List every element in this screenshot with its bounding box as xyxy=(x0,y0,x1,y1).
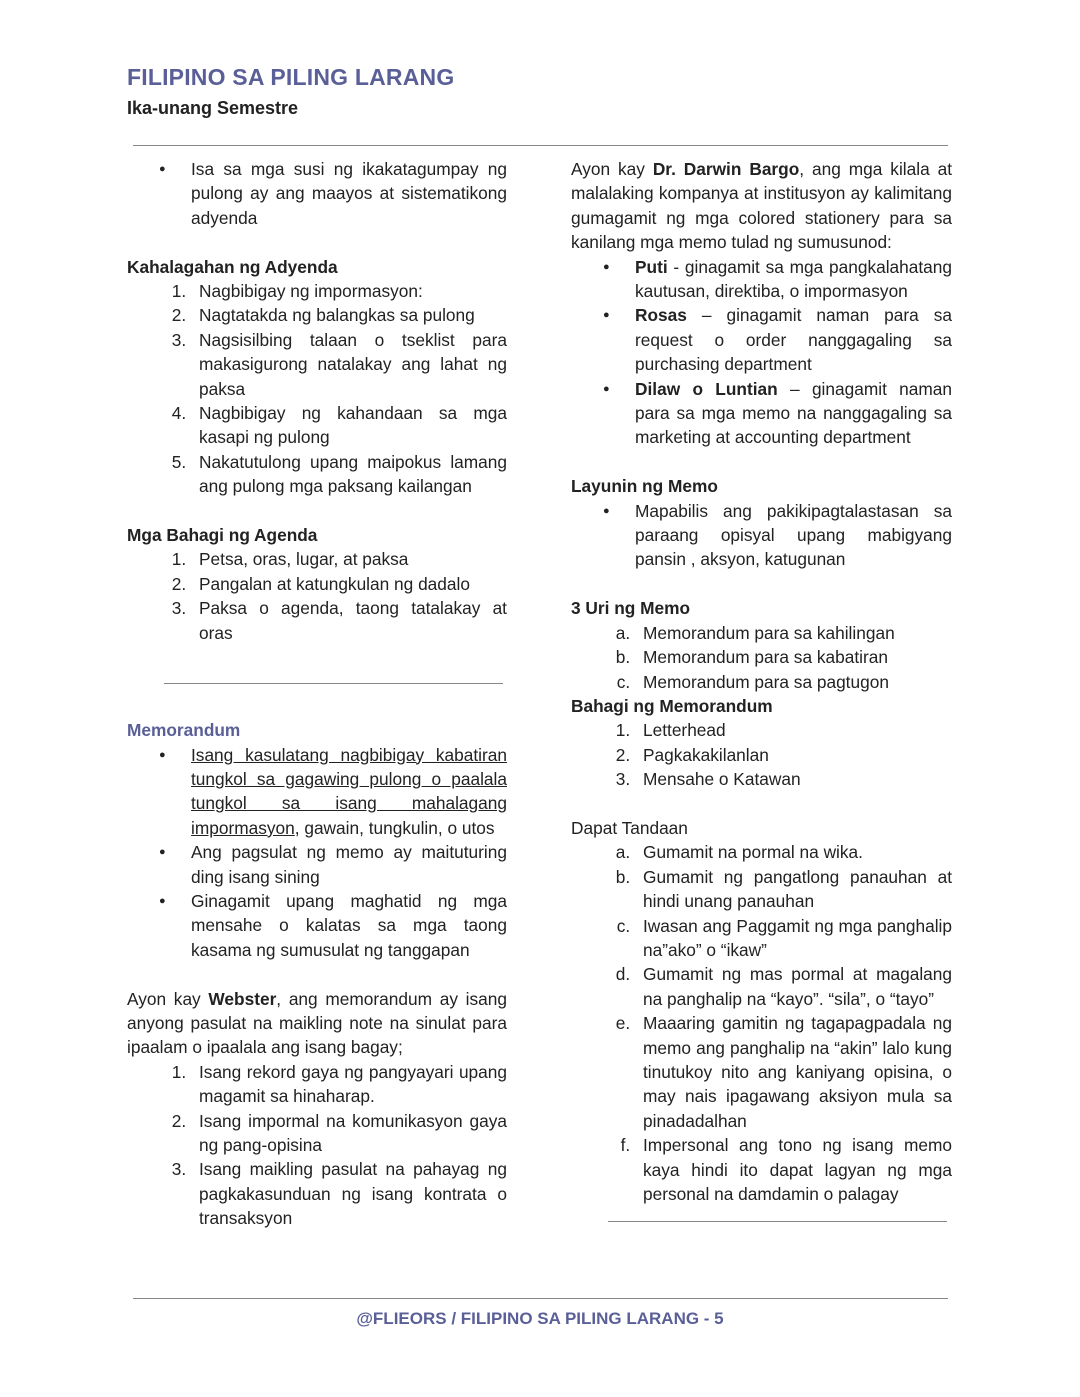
list-item: 3. Isang maikling pasulat na pahayag ng pagkakasunduan ng isang kontrata o transaksyon xyxy=(191,1157,507,1230)
section-heading-layunin: Layunin ng Memo xyxy=(571,476,718,497)
section-heading-memorandum: Memorandum xyxy=(127,720,241,741)
list-item: b. Memorandum para sa kabatiran xyxy=(635,645,952,669)
list-item: d. Gumamit ng mas pormal at magalang na panghalip na “kayo”. “sila”, o “tayo” xyxy=(635,962,952,1011)
section-heading-kahalagahan: Kahalagahan ng Adyenda xyxy=(127,256,338,277)
list-item: 1. Letterhead xyxy=(635,718,952,742)
list-item: b. Gumamit ng pangatlong panauhan at hindi unang panauhan xyxy=(635,865,952,914)
list-item: 5. Nakatutulong upang maipokus lamang ang pulong mga paksang kailangan xyxy=(191,450,507,499)
list-item: a. Memorandum para sa kahilingan xyxy=(635,621,952,645)
list-item: ● Mapabilis ang pakikipagtalastasan sa paraang opisyal upang mabigyang pansin , aksyon, katugunan xyxy=(635,499,952,572)
list-item: 2. Pagkakakilanlan xyxy=(635,743,952,767)
list-item: ● Isa sa mga susi ng ikakatagumpay ng pulong ay ang maayos at sistematikong adyenda xyxy=(191,157,507,230)
page-subtitle: Ika-unang Semestre xyxy=(127,98,299,118)
webster-paragraph: Ayon kay Webster, ang memorandum ay isang anyong pasulat na maikling note na sinulat para ipaalam o ipaalala ang isang bagay; xyxy=(127,988,507,1058)
list-item: 2. Nagtatakda ng balangkas sa pulong xyxy=(191,303,507,327)
bahagi-memo-list xyxy=(571,718,952,791)
colored-stationery-list xyxy=(571,255,952,450)
underlined-definition: Isang kasulatang nagbibigay kabatiran tungkol sa gagawing pulong o paalala tungkol sa isang mahalagang impormasyon xyxy=(191,744,507,838)
layunin-list xyxy=(571,499,952,572)
uri-list xyxy=(571,621,952,694)
section-heading-bahagi-memo: Bahagi ng Memorandum xyxy=(571,695,773,716)
list-item: c. Memorandum para sa pagtugon xyxy=(635,670,952,694)
list-item: ● Ang pagsulat ng memo ay maituturing ding isang sining xyxy=(191,840,507,889)
definition-rest: , gawain, tungkulin, o utos xyxy=(294,817,495,838)
list-item: f. Impersonal ang tono ng isang memo kaya hindi ito dapat lagyan ng mga personal na damdamin o palagay xyxy=(635,1133,952,1206)
list-item: 2. Isang impormal na komunikasyon gaya ng pang-opisina xyxy=(191,1109,507,1158)
section-divider xyxy=(608,1221,947,1222)
list-item: e. Maaaring gamitin ng tagapagpadala ng memo ang panghalip na “akin” lalo kung tinutukoy nito ang kaniyang opisina, o may nais ipagawang aksiyon mula sa pinadadalhan xyxy=(635,1011,952,1133)
list-item: ● Dilaw o Luntian – ginagamit naman para sa mga memo na nanggagaling sa marketing at accounting department xyxy=(635,377,952,450)
tandaan-list xyxy=(571,840,952,1206)
kahalagahan-list xyxy=(127,279,507,499)
section-heading-tandaan: Dapat Tandaan xyxy=(571,817,688,838)
list-item: 4. Nagbibigay ng kahandaan sa mga kasapi ng pulong xyxy=(191,401,507,450)
list-item: 2. Pangalan at katungkulan ng dadalo xyxy=(191,572,507,596)
list-item: 1. Nagbibigay ng impormasyon: xyxy=(191,279,507,303)
list-item: 1. Isang rekord gaya ng pangyayari upang magamit sa hinaharap. xyxy=(191,1060,507,1109)
list-item: ● Ginagamit upang maghatid ng mga mensahe o kalatas sa mga taong kasama ng sumusulat ng tanggapan xyxy=(191,889,507,962)
memorandum-list xyxy=(127,743,507,963)
intro-bullet-list xyxy=(127,157,507,230)
list-item: 3. Paksa o agenda, taong tatalakay at oras xyxy=(191,596,507,645)
webster-name: Webster xyxy=(208,988,277,1009)
footer-divider xyxy=(133,1298,948,1299)
list-item: a. Gumamit na pormal na wika. xyxy=(635,840,952,864)
bargo-name: Dr. Darwin Bargo xyxy=(652,159,800,179)
section-heading-uri: 3 Uri ng Memo xyxy=(571,598,691,619)
bargo-paragraph: Ayon kay Dr. Darwin Bargo, ang mga kilala at malalaking kompanya at institusyon ay kalimitang gumagamit ng mga colored stationery para sa kanilang mga memo tulad ng sumusunod: xyxy=(571,159,953,253)
right-column xyxy=(571,157,952,1222)
bahagi-agenda-list xyxy=(127,547,507,645)
left-column xyxy=(127,157,507,1231)
list-item: 1. Petsa, oras, lugar, at paksa xyxy=(191,547,507,571)
list-item: 3. Nagsisilbing talaan o tseklist para makasigurong natalakay ang lahat ng paksa xyxy=(191,328,507,401)
list-item: ● Puti - ginagamit sa mga pangkalahatang kautusan, direktiba, o impormasyon xyxy=(635,255,952,304)
list-item xyxy=(191,743,507,841)
header-divider xyxy=(133,145,948,146)
page-footer: @FLIEORS / FILIPINO SA PILING LARANG - 5 xyxy=(356,1309,724,1328)
list-item: c. Iwasan ang Paggamit ng mga panghalip na”ako” o “ikaw” xyxy=(635,914,952,963)
list-item: 3. Mensahe o Katawan xyxy=(635,767,952,791)
webster-list xyxy=(127,1060,507,1231)
list-item: ● Rosas – ginagamit naman para sa request o order nanggagaling sa purchasing department xyxy=(635,303,952,376)
page-title: FILIPINO SA PILING LARANG xyxy=(127,64,455,90)
section-heading-bahagi-agenda: Mga Bahagi ng Agenda xyxy=(127,525,318,546)
